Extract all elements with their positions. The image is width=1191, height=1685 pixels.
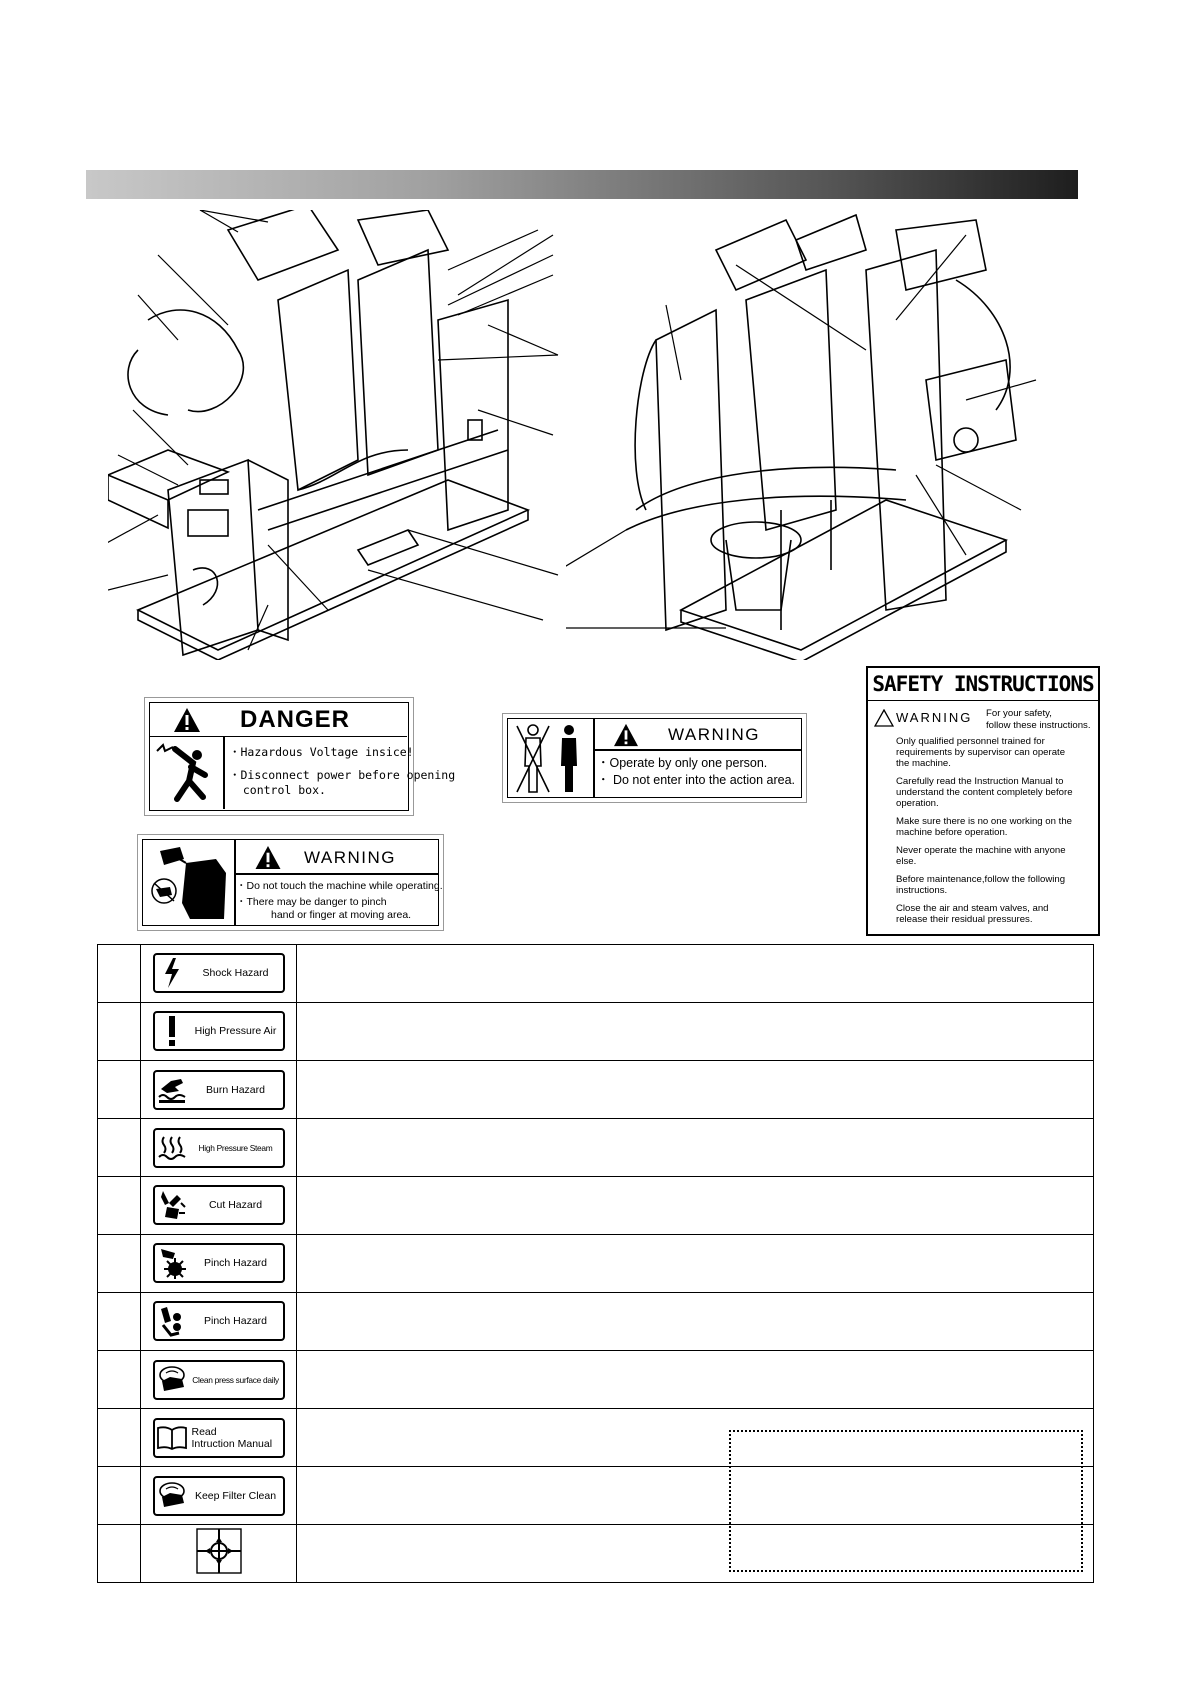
hazard-label-text: Pinch Hazard — [203, 1315, 268, 1327]
safety-line: Never operate the machine with anyone — [896, 845, 1066, 856]
safety-warning-word: WARNING — [896, 710, 973, 725]
hazard-label-card — [153, 1301, 285, 1341]
danger-line-3: control box. — [229, 783, 326, 797]
symbol-cell — [141, 945, 297, 1003]
symbol-cell — [141, 1525, 297, 1583]
hazard-label-text: High Pressure Air — [194, 1025, 277, 1037]
warning-hand-line-3: hand or finger at moving area. — [236, 909, 412, 921]
symbol-cell — [141, 1235, 297, 1293]
hazard-label-text: High Pressure Steam — [198, 1142, 273, 1153]
hazard-label-card — [153, 1011, 285, 1051]
symbol-row-number-cell — [98, 1177, 141, 1235]
safety-intro: For your safety, follow these instructions. — [986, 708, 1091, 731]
lightning-icon — [155, 955, 189, 991]
safety-line: operation. — [896, 798, 939, 809]
hazard-label-card — [153, 1070, 285, 1110]
symbol-row-number-cell — [98, 1119, 141, 1177]
symbol-cell — [141, 1177, 297, 1235]
cleaning-hand-icon — [155, 1478, 189, 1514]
symbol-row — [98, 1235, 1094, 1293]
symbol-row-number-cell — [98, 1351, 141, 1409]
symbol-description-cell — [297, 1003, 1094, 1061]
safety-instructions-label — [866, 666, 1100, 936]
symbol-description-cell — [297, 1351, 1094, 1409]
symbol-row — [98, 1351, 1094, 1409]
symbol-row — [98, 945, 1094, 1003]
section-header-band — [86, 170, 1078, 199]
symbol-description-cell — [297, 1119, 1094, 1177]
safety-line: understand the content completely before — [896, 787, 1073, 798]
warning-header: WARNING — [304, 848, 397, 867]
warning-person-line-1: ・Operate by only one person. — [597, 756, 768, 770]
safety-line: the machine. — [896, 758, 951, 769]
hazard-label-text: Pinch Hazard — [203, 1257, 268, 1269]
safety-line: Make sure there is no one working on the — [896, 816, 1072, 827]
danger-line-2: ・Disconnect power before opening — [229, 768, 456, 782]
hazard-label-text: Cut Hazard — [208, 1199, 263, 1211]
symbol-row-number-cell — [98, 1467, 141, 1525]
symbol-row — [98, 1061, 1094, 1119]
steam-icon — [155, 1130, 189, 1166]
roller-pinch-icon — [155, 1303, 189, 1339]
hazard-label-card — [153, 1243, 285, 1283]
hazard-label-card — [153, 1185, 285, 1225]
warning-hand-label — [137, 834, 444, 931]
book-icon — [155, 1420, 189, 1456]
symbol-row-number-cell — [98, 1061, 141, 1119]
safety-line: instructions. — [896, 885, 948, 896]
safety-line: Only qualified personnel trained for — [896, 736, 1045, 747]
cleaning-hand-icon — [155, 1362, 189, 1398]
symbol-cell — [141, 1467, 297, 1525]
warning-hand-line-2: ・There may be danger to pinch — [236, 896, 387, 908]
hazard-label-text: Clean press surface daily — [192, 1374, 279, 1385]
symbol-cell — [141, 1409, 297, 1467]
safety-line: release their residual pressures. — [896, 914, 1033, 925]
exclamation-icon — [155, 1013, 189, 1049]
symbol-description-cell — [297, 1293, 1094, 1351]
symbol-row — [98, 1293, 1094, 1351]
safety-line: machine before operation. — [896, 827, 1008, 838]
danger-header: DANGER — [240, 706, 351, 733]
hazard-label-card — [153, 953, 285, 993]
symbol-cell — [141, 1061, 297, 1119]
hand-machine-icon — [146, 843, 230, 921]
safety-line: Before maintenance,follow the following — [896, 874, 1066, 885]
hazard-label-text: Read Intruction Manual — [191, 1425, 273, 1450]
symbol-row-number-cell — [98, 1235, 141, 1293]
symbol-row-number-cell — [98, 1525, 141, 1583]
symbol-cell — [141, 1119, 297, 1177]
hazard-label-card — [153, 1360, 285, 1400]
electrocution-person-icon — [155, 741, 219, 805]
danger-label — [144, 697, 456, 816]
hazard-label-text: Burn Hazard — [206, 1083, 265, 1096]
safety-line: Carefully read the Instruction Manual to — [896, 776, 1064, 787]
warning-triangle-icon — [173, 707, 201, 733]
hazard-label-text: Shock Hazard — [202, 967, 269, 979]
hazard-label-card — [153, 1476, 285, 1516]
symbol-cell — [141, 1293, 297, 1351]
warning-one-person-label — [502, 713, 807, 803]
safety-line: Close the air and steam valves, and — [896, 903, 1049, 914]
machine-front-view-illustration — [108, 210, 633, 660]
symbol-description-cell — [297, 1235, 1094, 1293]
symbol-description-cell — [297, 945, 1094, 1003]
warning-hand-line-1: ・Do not touch the machine while operating. — [236, 880, 443, 892]
machine-rear-view-illustration — [566, 210, 1091, 660]
warning-header: WARNING — [668, 725, 761, 744]
symbol-row — [98, 1177, 1094, 1235]
hazard-label-text: Keep Filter Clean — [194, 1489, 277, 1502]
symbol-row-number-cell — [98, 1293, 141, 1351]
burn-hand-icon — [155, 1072, 189, 1108]
warning-triangle-icon — [254, 845, 282, 870]
two-persons-crossed-icon — [513, 722, 589, 794]
warning-person-line-2: ・ Do not enter into the action area. — [597, 773, 796, 787]
symbol-cell — [141, 1003, 297, 1061]
symbol-row-number-cell — [98, 1003, 141, 1061]
symbol-row — [98, 1119, 1094, 1177]
safety-line: else. — [896, 856, 917, 867]
warning-triangle-icon — [613, 723, 639, 747]
symbol-row — [98, 1003, 1094, 1061]
safety-title: SAFETY INSTRUCTIONS — [868, 668, 1098, 701]
warning-outline-triangle-icon — [874, 709, 894, 727]
note-box-dashed — [729, 1430, 1083, 1572]
danger-line-1: ・Hazardous Voltage insice! — [229, 745, 414, 759]
lifting-point-icon — [196, 1561, 242, 1578]
symbol-description-cell — [297, 1061, 1094, 1119]
symbol-cell — [141, 1351, 297, 1409]
symbol-description-cell — [297, 1177, 1094, 1235]
safety-line: requirements by supervisor can operate — [896, 747, 1066, 758]
symbol-row-number-cell — [98, 945, 141, 1003]
hazard-label-card — [153, 1418, 285, 1458]
cut-hand-icon — [155, 1187, 189, 1223]
gear-pinch-icon — [155, 1245, 189, 1281]
symbol-row-number-cell — [98, 1409, 141, 1467]
hazard-label-card — [153, 1128, 285, 1168]
